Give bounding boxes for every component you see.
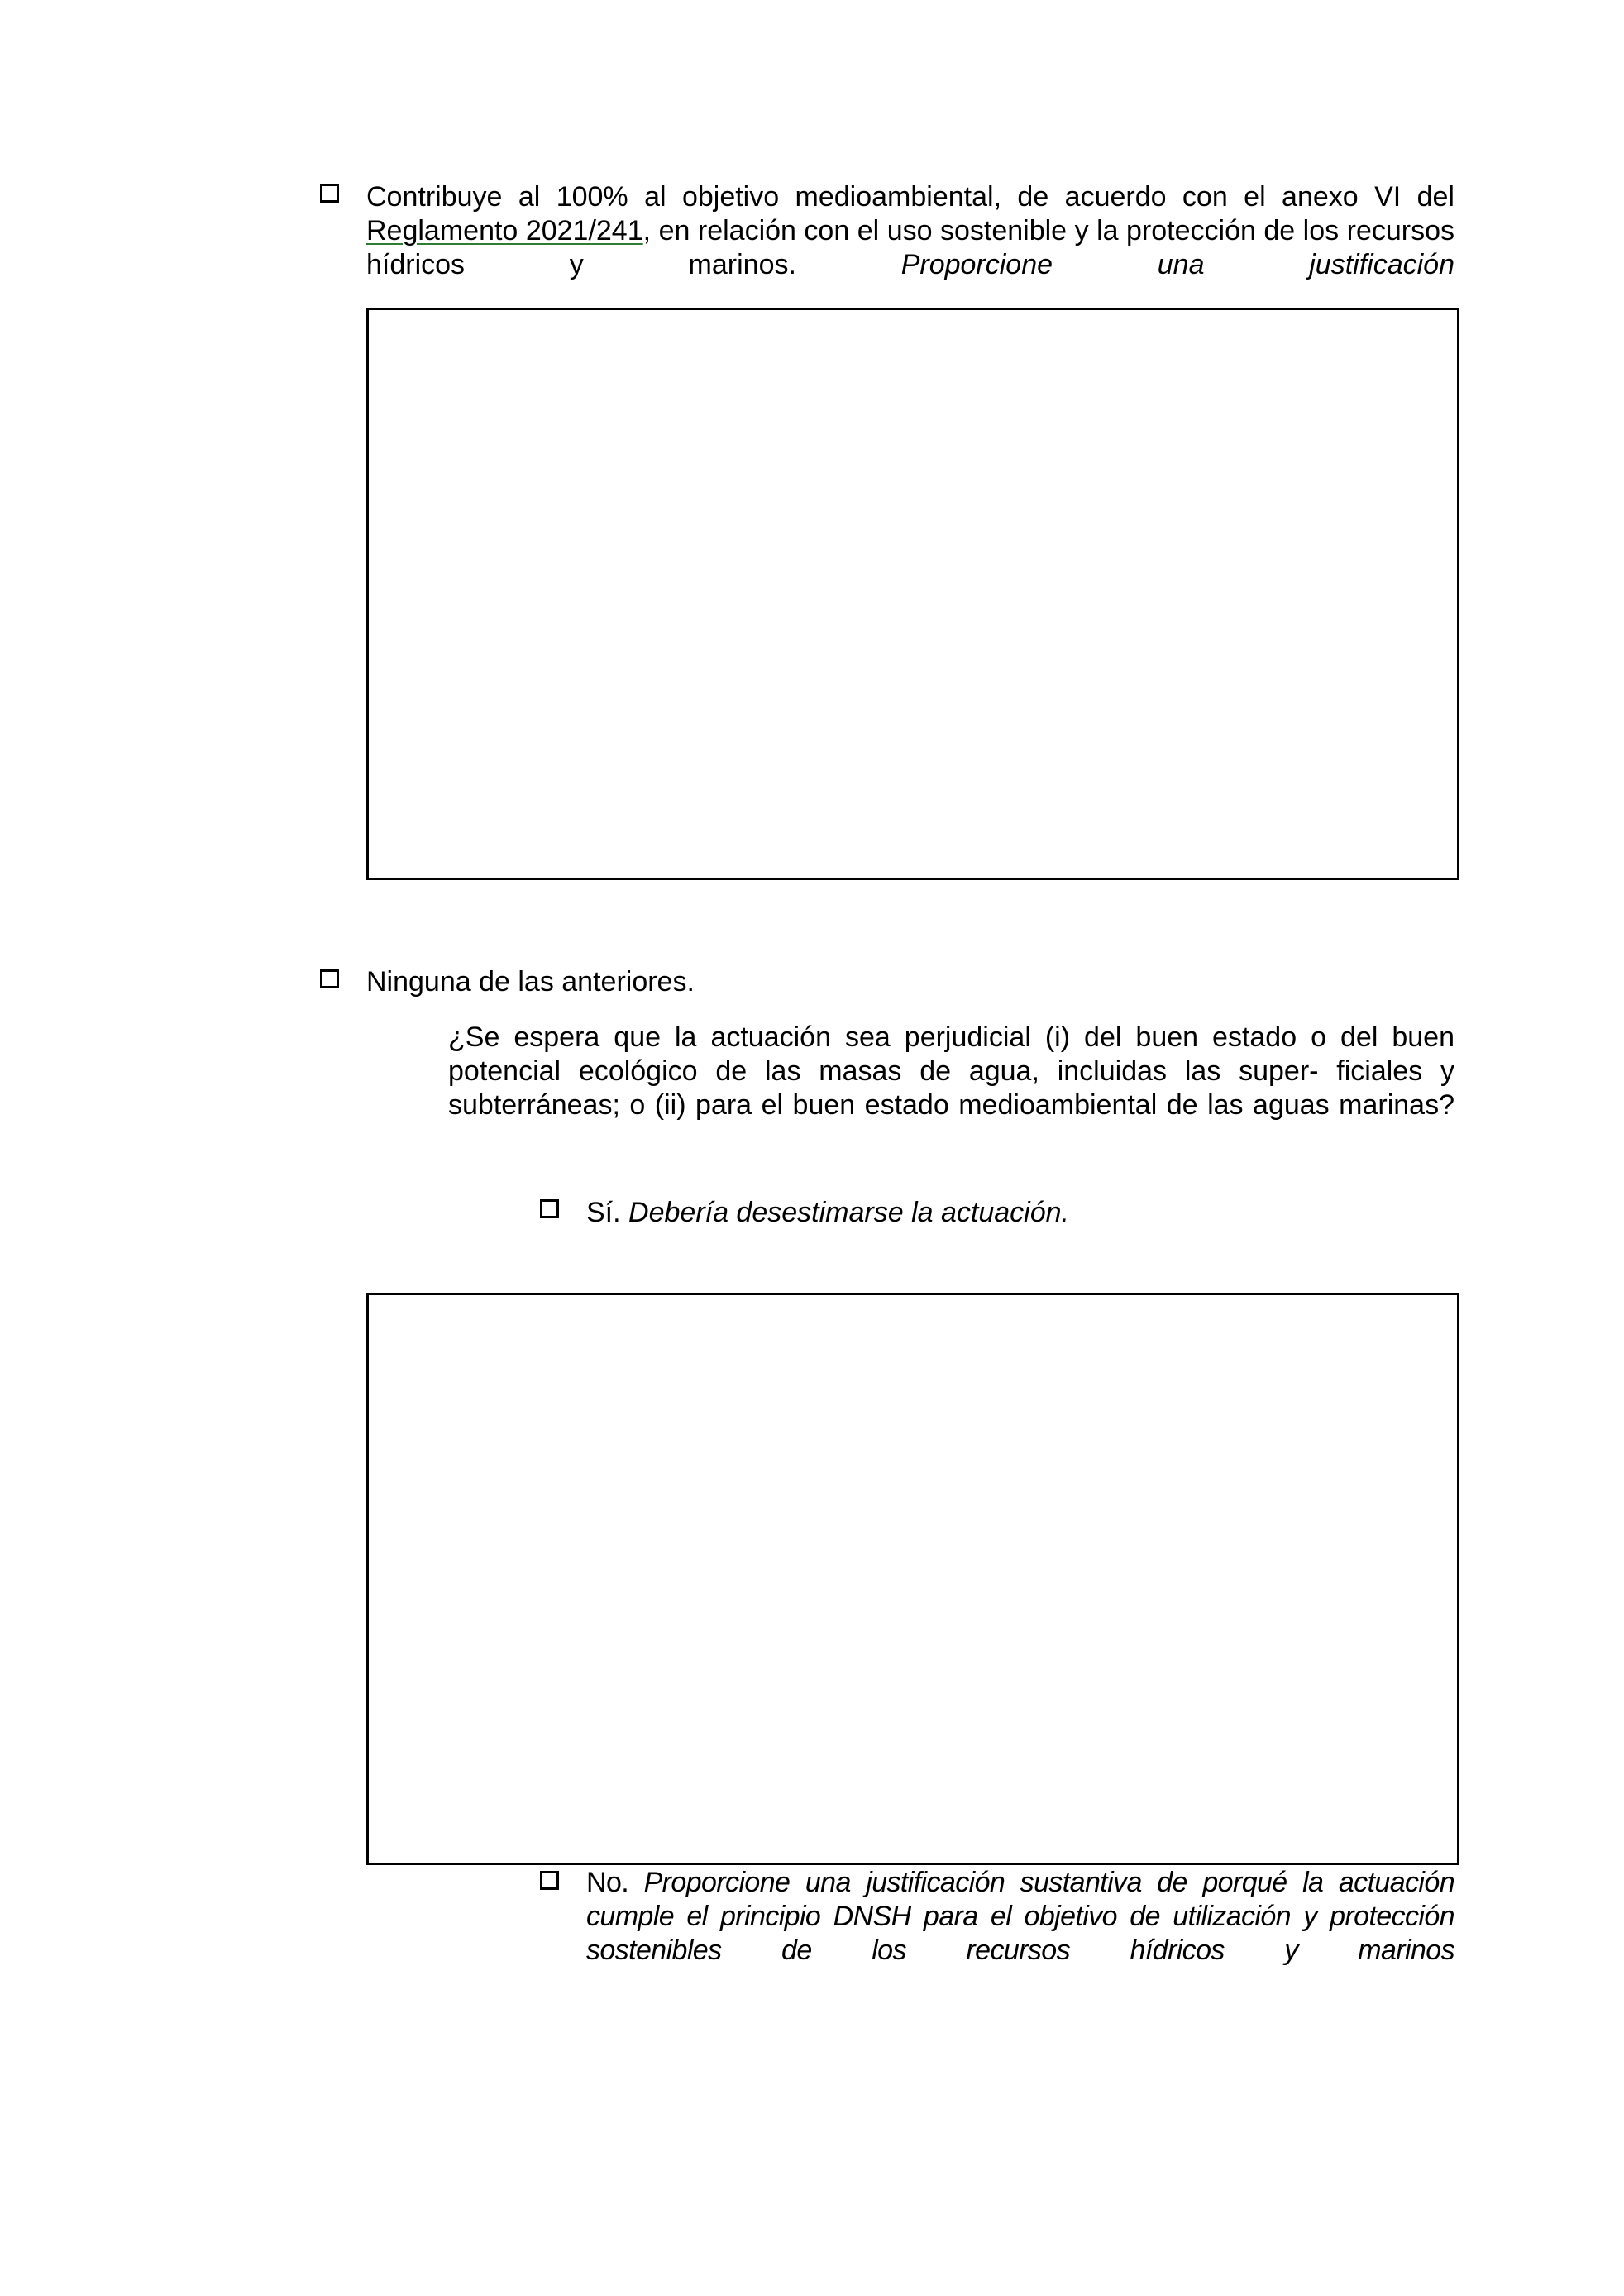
contribuye-text-before: Contribuye al 100% al objetivo medioambiental, de acuerdo con el anexo VI del: [366, 181, 1454, 213]
no-checkbox[interactable]: [540, 1871, 559, 1890]
si-text: [586, 1196, 1454, 1230]
ninguna-text: Ninguna de las anteriores.: [366, 966, 695, 997]
si-italic-text: Debería desestimarse la actuación.: [628, 1197, 1069, 1228]
no-label: No.: [586, 1867, 644, 1898]
si-label: Sí.: [586, 1197, 629, 1228]
question-body: ¿Se espera que la actuación sea perjudicial (i) del buen estado o del buen potencial ecológico de las masas de agua, incluidas las super- ficiales y subterráneas; o (ii) para el buen estado medioambiental de las aguas marinas?: [448, 1021, 1454, 1121]
no-text: [586, 1866, 1454, 1968]
contribuye-text: [366, 180, 1454, 282]
ninguna-checkbox[interactable]: [320, 969, 339, 988]
contribuye-justification-field[interactable]: [366, 308, 1459, 880]
contribuye-justify-prompt: Proporcione una justificación: [900, 249, 1454, 280]
contribuye-text-after: , en relación con el uso sostenible y la protección de los recursos hídricos y marinos.: [366, 215, 1455, 280]
reglamento-link[interactable]: Reglamento 2021/241: [366, 215, 643, 246]
no-italic-text: Proporcione una justificación sustantiva de porqué la actuación cumple el principio DNSH para el objetivo de utilización y protección sostenibles de los recursos hídricos y marinos: [586, 1867, 1454, 1966]
contribuye-checkbox[interactable]: [320, 184, 339, 203]
question-text: [448, 1021, 1454, 1122]
si-justification-field[interactable]: [366, 1293, 1459, 1865]
si-checkbox[interactable]: [540, 1199, 559, 1218]
